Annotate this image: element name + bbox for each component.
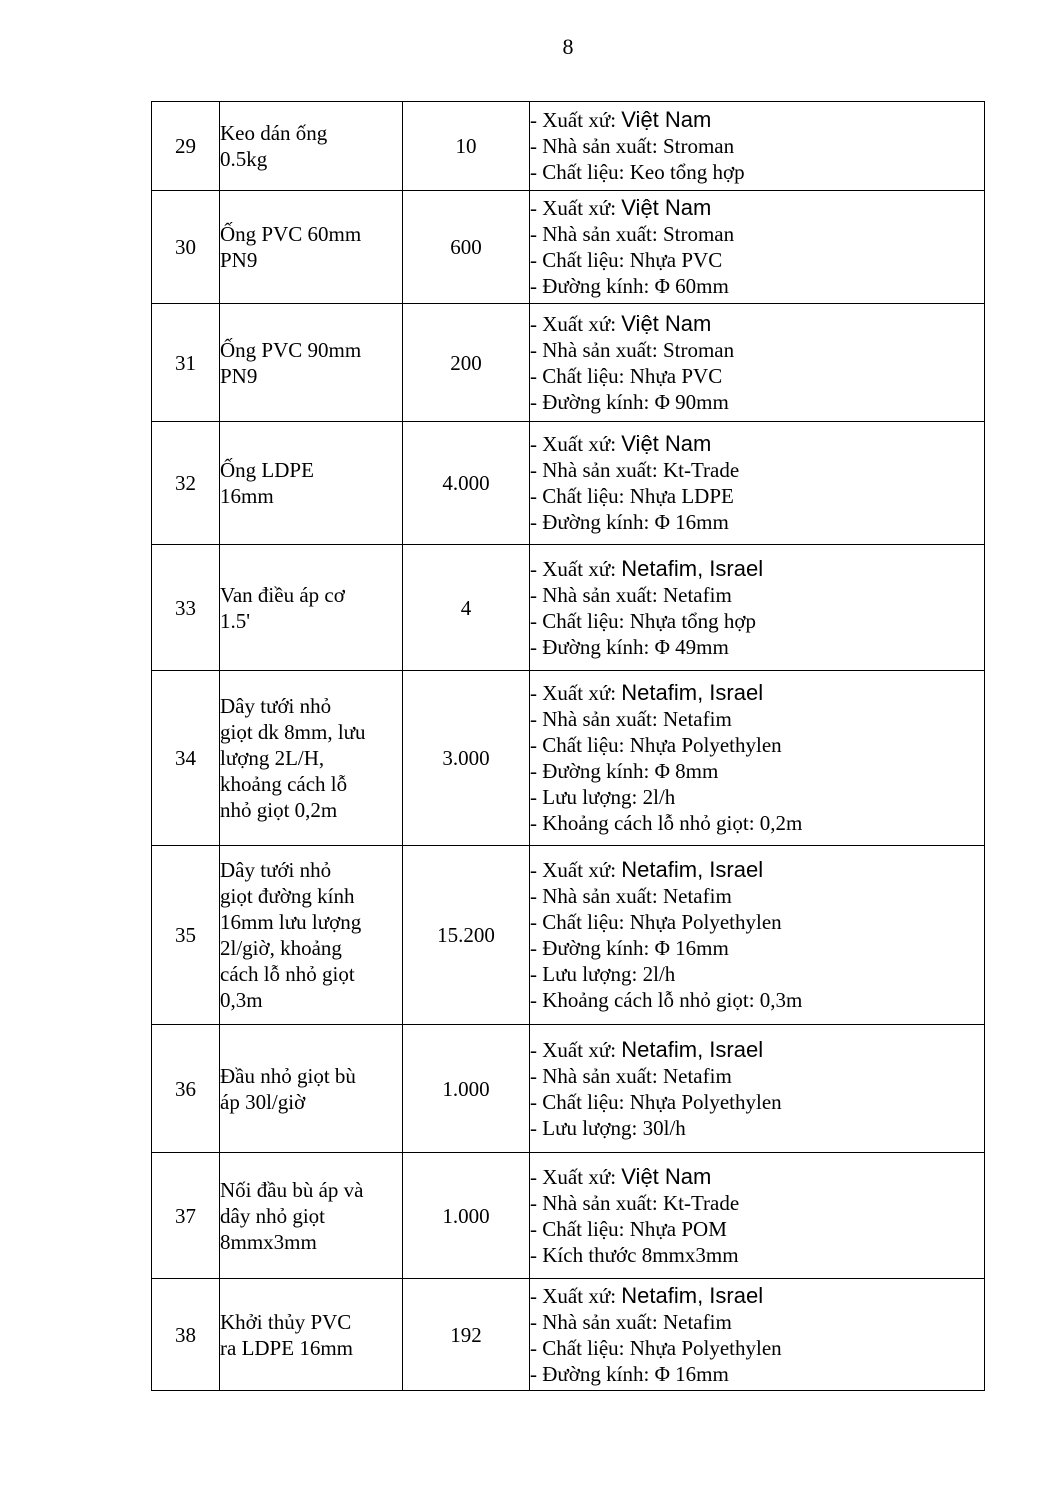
- row-number: 31: [152, 304, 220, 422]
- spec-label: - Chất liệu:: [530, 160, 630, 184]
- spec-label: - Xuất xứ:: [530, 1283, 622, 1308]
- spec-line: [530, 389, 984, 415]
- spec-label: - Đường kính:: [530, 389, 655, 414]
- spec-line: [530, 810, 984, 836]
- item-name: [220, 102, 403, 191]
- item-name-line: Khởi thủy PVC: [220, 1309, 352, 1334]
- spec-label: - Đường kính:: [530, 274, 655, 298]
- item-name: [220, 191, 403, 304]
- item-specifications: [530, 304, 985, 422]
- item-quantity: 3.000: [403, 671, 530, 846]
- spec-label: - Chất liệu:: [530, 1089, 630, 1114]
- equipment-spec-table: [151, 101, 985, 1391]
- spec-value: Netafim: [662, 884, 732, 908]
- item-name: [220, 846, 403, 1025]
- spec-label: - Chất liệu:: [530, 910, 630, 934]
- spec-line: [530, 582, 984, 608]
- spec-line: [530, 457, 984, 483]
- item-name: [220, 1153, 403, 1279]
- spec-line: [530, 1335, 984, 1361]
- spec-label: - Khoảng cách lỗ nhỏ giọt:: [530, 988, 760, 1012]
- item-quantity: 1.000: [403, 1153, 530, 1279]
- spec-value: Nhựa Polyethylen: [629, 733, 782, 757]
- spec-value: Φ 16mm: [654, 936, 729, 960]
- row-number: 32: [152, 422, 220, 545]
- spec-line: [530, 909, 984, 935]
- item-name-line: Ống PVC 90mm: [220, 337, 362, 362]
- spec-value: Nhựa Polyethylen: [629, 1089, 782, 1114]
- item-specifications: [530, 422, 985, 545]
- table-row: [152, 102, 985, 191]
- spec-value: Nhựa LDPE: [629, 484, 734, 508]
- spec-label: - Chất liệu:: [530, 1216, 630, 1241]
- item-specifications: [530, 545, 985, 671]
- spec-line: [530, 608, 984, 634]
- item-name-line: giọt đường kính: [220, 884, 355, 908]
- spec-value: Netafim: [662, 707, 732, 731]
- item-name: [220, 1025, 403, 1153]
- table-row: [152, 545, 985, 671]
- table-row: [152, 1025, 985, 1153]
- row-number: 34: [152, 671, 220, 846]
- table-row: [152, 846, 985, 1025]
- spec-line: [530, 961, 984, 987]
- spec-value: Nhựa PVC: [629, 248, 723, 272]
- spec-label: - Nhà sản xuất:: [530, 1309, 663, 1334]
- spec-line: [530, 195, 984, 221]
- spec-value: 2l/h: [642, 785, 676, 809]
- spec-value: Kt-Trade: [662, 1190, 740, 1215]
- item-specifications: [530, 671, 985, 846]
- item-name-line: Đầu nhỏ giọt bù: [220, 1063, 356, 1088]
- spec-line: [530, 107, 984, 133]
- spec-line: [530, 987, 984, 1013]
- spec-value: Việt Nam: [621, 310, 712, 336]
- item-quantity: 10: [403, 102, 530, 191]
- item-name-line: áp 30l/giờ: [220, 1089, 306, 1114]
- item-name-line: cách lỗ nhỏ giọt: [220, 962, 355, 986]
- spec-line: [530, 1037, 984, 1063]
- spec-value: Nhựa Polyethylen: [629, 1335, 782, 1360]
- item-quantity: 600: [403, 191, 530, 304]
- spec-label: - Xuất xứ:: [530, 1164, 622, 1189]
- spec-line: [530, 431, 984, 457]
- spec-label: - Nhà sản xuất:: [530, 337, 663, 362]
- item-name-line: Keo dán ống: [220, 121, 328, 145]
- spec-line: [530, 363, 984, 389]
- item-quantity: 15.200: [403, 846, 530, 1025]
- spec-line: [530, 509, 984, 535]
- item-name-line: 1.5': [220, 608, 251, 633]
- spec-label: - Nhà sản xuất:: [530, 222, 663, 246]
- spec-label: - Nhà sản xuất:: [530, 707, 663, 731]
- item-quantity: 4: [403, 545, 530, 671]
- spec-value: Φ 16mm: [654, 510, 729, 534]
- spec-value: Netafim: [662, 1063, 732, 1088]
- spec-line: [530, 1283, 984, 1309]
- spec-label: - Nhà sản xuất:: [530, 134, 663, 158]
- table-row: [152, 422, 985, 545]
- spec-value: Netafim, Israel: [621, 555, 764, 581]
- spec-line: [530, 634, 984, 660]
- spec-label: - Đường kính:: [530, 634, 655, 659]
- spec-label: - Khoảng cách lỗ nhỏ giọt:: [530, 811, 760, 835]
- spec-label: - Nhà sản xuất:: [530, 1190, 663, 1215]
- spec-label: - Chất liệu:: [530, 608, 630, 633]
- spec-line: [530, 1190, 984, 1216]
- spec-label: - Xuất xứ:: [530, 1037, 622, 1062]
- spec-line: [530, 1115, 984, 1141]
- spec-label: - Đường kính:: [530, 936, 655, 960]
- row-number: 37: [152, 1153, 220, 1279]
- item-specifications: [530, 191, 985, 304]
- spec-line: [530, 706, 984, 732]
- spec-line: [530, 1216, 984, 1242]
- spec-line: [530, 1089, 984, 1115]
- spec-value: Nhựa tổng hợp: [629, 608, 757, 633]
- item-name: [220, 304, 403, 422]
- spec-label: - Nhà sản xuất:: [530, 582, 663, 607]
- item-name-line: 2l/giờ, khoảng: [220, 936, 342, 960]
- spec-value: Nhựa Polyethylen: [629, 910, 782, 934]
- spec-value: Netafim: [662, 582, 732, 607]
- spec-value: 2l/h: [642, 962, 676, 986]
- spec-line: [530, 221, 984, 247]
- item-name: [220, 422, 403, 545]
- spec-line: [530, 784, 984, 810]
- spec-value: Việt Nam: [621, 1163, 712, 1189]
- spec-label: - Chất liệu:: [530, 484, 630, 508]
- spec-value: Stroman: [662, 337, 735, 362]
- spec-line: [530, 311, 984, 337]
- spec-value: Φ 16mm: [654, 1361, 729, 1386]
- spec-value: Keo tổng hợp: [629, 160, 745, 184]
- spec-value: Việt Nam: [621, 195, 712, 220]
- item-name-line: lượng 2L/H,: [220, 746, 325, 770]
- spec-value: 0,3m: [759, 988, 803, 1012]
- spec-value: 30l/h: [642, 1115, 686, 1140]
- item-specifications: [530, 102, 985, 191]
- spec-label: - Xuất xứ:: [530, 196, 622, 220]
- spec-label: - Lưu lượng:: [530, 785, 643, 809]
- spec-value: Netafim, Israel: [621, 1036, 764, 1062]
- spec-line: [530, 337, 984, 363]
- spec-line: [530, 133, 984, 159]
- spec-value: Stroman: [662, 134, 735, 158]
- spec-value: Việt Nam: [621, 107, 712, 132]
- spec-value: Netafim, Israel: [621, 857, 764, 882]
- item-name-line: Ống PVC 60mm: [220, 222, 362, 246]
- item-name-line: Nối đầu bù áp và: [220, 1177, 364, 1202]
- spec-label: - Nhà sản xuất:: [530, 458, 663, 482]
- spec-label: - Chất liệu:: [530, 733, 630, 757]
- spec-value: Kt-Trade: [662, 458, 740, 482]
- spec-line: [530, 680, 984, 706]
- item-name-line: PN9: [220, 248, 258, 272]
- table-row: [152, 191, 985, 304]
- row-number: 30: [152, 191, 220, 304]
- item-name-line: 0.5kg: [220, 147, 268, 171]
- spec-line: [530, 159, 984, 185]
- spec-value: Netafim: [662, 1309, 732, 1334]
- spec-line: [530, 247, 984, 273]
- spec-line: [530, 1242, 984, 1268]
- item-name-line: 16mm: [220, 484, 274, 508]
- spec-line: [530, 483, 984, 509]
- spec-value: 8mmx3mm: [641, 1242, 739, 1267]
- spec-line: [530, 1063, 984, 1089]
- spec-line: [530, 1164, 984, 1190]
- item-name-line: Ống LDPE: [220, 458, 314, 482]
- item-specifications: [530, 1279, 985, 1391]
- spec-label: - Xuất xứ:: [530, 108, 622, 132]
- spec-value: Φ 60mm: [654, 274, 729, 298]
- item-name-line: 8mmx3mm: [220, 1229, 317, 1254]
- table-row: [152, 671, 985, 846]
- table-body: [152, 102, 985, 1391]
- item-name-line: Van điều áp cơ: [220, 582, 345, 607]
- item-name: [220, 1279, 403, 1391]
- item-name-line: PN9: [220, 363, 258, 388]
- row-number: 38: [152, 1279, 220, 1391]
- spec-label: - Xuất xứ:: [530, 432, 622, 456]
- spec-label: - Đường kính:: [530, 759, 655, 783]
- spec-value: Việt Nam: [621, 431, 712, 456]
- table-row: [152, 1153, 985, 1279]
- spec-label: - Chất liệu:: [530, 363, 630, 388]
- spec-value: 0,2m: [759, 811, 803, 835]
- spec-label: - Nhà sản xuất:: [530, 1063, 663, 1088]
- spec-label: - Chất liệu:: [530, 1335, 630, 1360]
- spec-value: Φ 90mm: [654, 389, 729, 414]
- spec-value: Φ 8mm: [654, 759, 719, 783]
- spec-label: - Lưu lượng:: [530, 962, 643, 986]
- spec-label: - Nhà sản xuất:: [530, 884, 663, 908]
- spec-line: [530, 273, 984, 299]
- spec-line: [530, 1309, 984, 1335]
- spec-label: - Xuất xứ:: [530, 556, 622, 581]
- spec-line: [530, 883, 984, 909]
- table-row: [152, 1279, 985, 1391]
- row-number: 29: [152, 102, 220, 191]
- item-quantity: 4.000: [403, 422, 530, 545]
- spec-line: [530, 857, 984, 883]
- spec-label: - Đường kính:: [530, 510, 655, 534]
- spec-label: - Xuất xứ:: [530, 681, 622, 705]
- spec-line: [530, 732, 984, 758]
- spec-line: [530, 758, 984, 784]
- spec-label: - Chất liệu:: [530, 248, 630, 272]
- table-row: [152, 304, 985, 422]
- spec-value: Netafim, Israel: [621, 1282, 764, 1308]
- item-name: [220, 545, 403, 671]
- spec-value: Stroman: [662, 222, 735, 246]
- spec-value: Netafim, Israel: [621, 680, 764, 705]
- spec-label: - Đường kính:: [530, 1361, 655, 1386]
- item-specifications: [530, 1025, 985, 1153]
- spec-line: [530, 935, 984, 961]
- row-number: 33: [152, 545, 220, 671]
- item-name-line: Dây tưới nhỏ: [220, 858, 332, 882]
- spec-label: - Xuất xứ:: [530, 858, 622, 882]
- spec-label: - Xuất xứ:: [530, 311, 622, 336]
- item-name-line: ra LDPE 16mm: [220, 1335, 353, 1360]
- item-specifications: [530, 1153, 985, 1279]
- item-specifications: [530, 846, 985, 1025]
- page-number: 8: [562, 34, 574, 59]
- row-number: 35: [152, 846, 220, 1025]
- spec-line: [530, 556, 984, 582]
- spec-value: Nhựa POM: [629, 1216, 727, 1241]
- spec-value: Φ 49mm: [654, 634, 729, 659]
- item-name-line: Dây tưới nhỏ: [220, 694, 332, 718]
- item-quantity: 1.000: [403, 1025, 530, 1153]
- item-quantity: 192: [403, 1279, 530, 1391]
- spec-label: - Lưu lượng:: [530, 1115, 643, 1140]
- item-name-line: dây nhỏ giọt: [220, 1203, 325, 1228]
- item-name-line: khoảng cách lỗ: [220, 772, 348, 796]
- spec-value: Nhựa PVC: [629, 363, 723, 388]
- spec-line: [530, 1361, 984, 1387]
- spec-label: - Kích thước: [530, 1242, 642, 1267]
- item-name: [220, 671, 403, 846]
- item-name-line: giọt dk 8mm, lưu: [220, 720, 366, 744]
- item-name-line: nhỏ giọt 0,2m: [220, 798, 338, 822]
- item-name-line: 16mm lưu lượng: [220, 910, 362, 934]
- item-name-line: 0,3m: [220, 988, 263, 1012]
- row-number: 36: [152, 1025, 220, 1153]
- item-quantity: 200: [403, 304, 530, 422]
